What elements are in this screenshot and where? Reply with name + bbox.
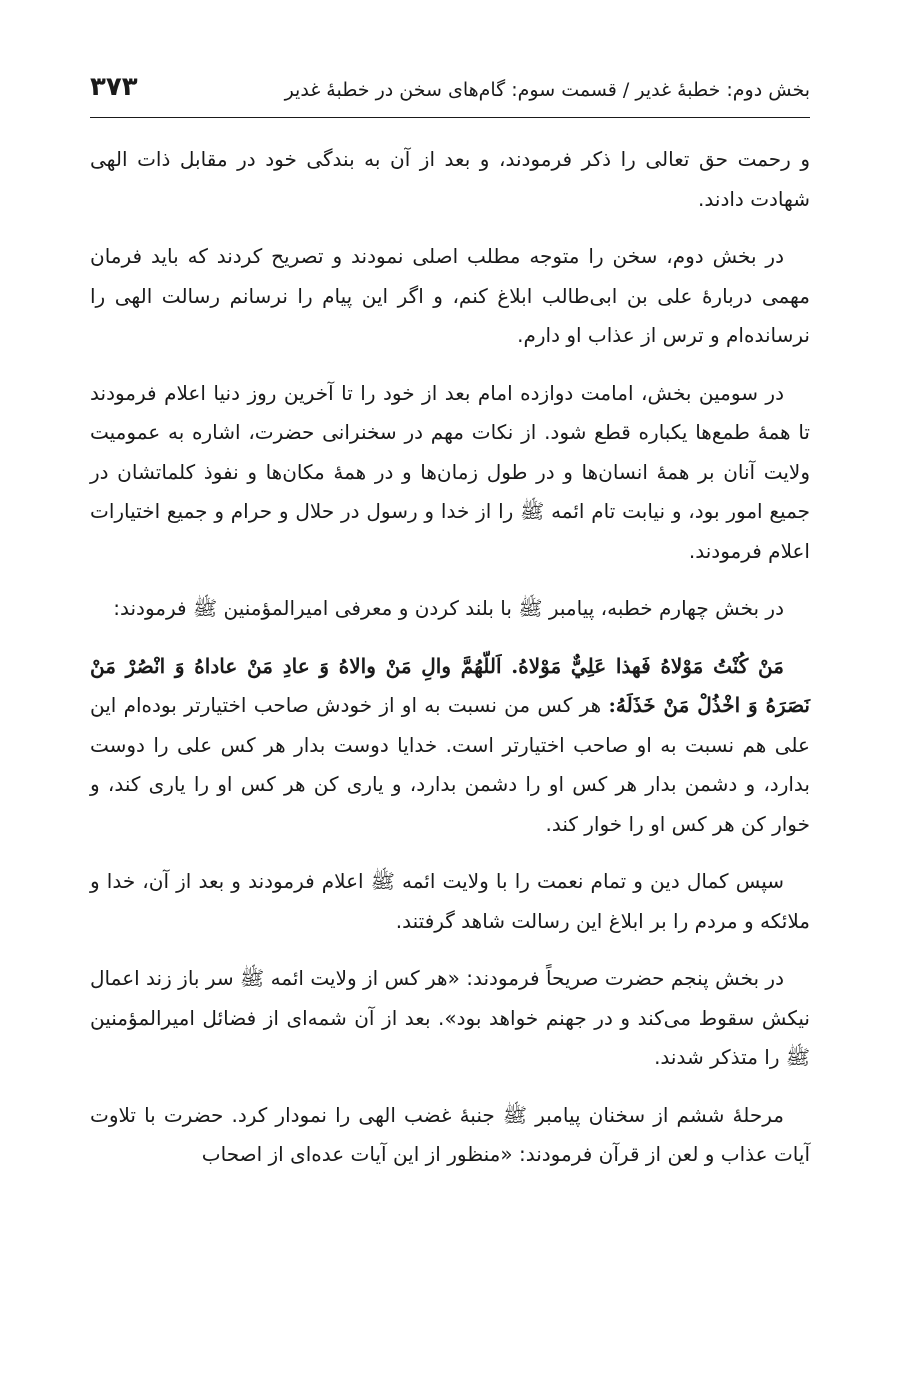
header-divider (90, 117, 810, 118)
paragraph-5-hadith (90, 647, 810, 845)
paragraph-6: سپس کمال دین و تمام نعمت را با ولایت ائمه ﷺ اعلام فرمودند و بعد از آن، خدا و ملائکه و مردم را بر ابلاغ این رسالت شاهد گرفتند. (90, 869, 810, 933)
page-header (90, 70, 810, 116)
paragraph-2: در بخش دوم، سخن را متوجه مطلب اصلی نمودند و تصریح کردند که باید فرمان مهمی دربارهٔ علی بن ابی‌طالب ابلاغ کنم، و اگر این پیام را نرسانم رسالت الهی را نرسانده‌ام و ترس از عذاب او دارم. (90, 244, 810, 347)
paragraph-7: در بخش پنجم حضرت صریحاً فرمودند: «هر کس از ولایت ائمه ﷺ سر باز زند اعمال نیکش سقوط می‌کند و در جهنم خواهد بود». بعد از آن شمه‌ای از فضائل امیرالمؤمنین ﷺ را متذکر شدند. (90, 966, 810, 1069)
paragraph-8: مرحلهٔ ششم از سخنان پیامبر ﷺ جنبهٔ غضب الهی را نمودار کرد. حضرت با تلاوت آیات عذاب و لعن از قرآن فرمودند: «منظور از این آیات عده‌ای از اصحاب (90, 1102, 810, 1166)
page-number: ۳۷۳ (90, 72, 138, 102)
paragraph-3: در سومین بخش، امامت دوازده امام بعد از خود را تا آخرین روز دنیا اعلام فرمودند تا همهٔ طمع‌ها یکباره قطع شود. از نکات مهم در سخنرانی حضرت، اشاره به عمومیت ولایت آنان بر همهٔ انسان‌ها و در طول زمان‌ها و در همهٔ مکان‌ها و نفوذ کلماتشان در جمیع امور بود، و نیابت تام ائمه ﷺ را از خدا و رسول در حلال و حرام و جمیع اختیارات اعلام فرمودند. (90, 380, 810, 563)
paragraph-1: و رحمت حق تعالی را ذکر فرمودند، و بعد از آن به بندگی خود در مقابل ذات الهی شهادت دادند. (90, 147, 810, 211)
running-header-title: بخش دوم: خطبهٔ غدیر / قسمت سوم: گام‌های سخن در خطبهٔ غدیر (284, 79, 810, 101)
body-text (90, 140, 810, 1193)
paragraph-4: در بخش چهارم خطبه، پیامبر ﷺ با بلند کردن و معرفی امیرالمؤمنین ﷺ فرمودند: (113, 596, 784, 620)
arabic-quote: مَنْ كُنْتُ مَوْلاهُ فَهذا عَلِيٌّ مَوْلاهُ. اَللّهُمَّ والِ مَنْ والاهُ وَ عادِ مَنْ عاداهُ وَ انْصُرْ مَنْ نَصَرَهُ وَ اخْذُلْ مَنْ خَذَلَهُ: (90, 653, 810, 717)
hadith-translation: هر کس من نسبت به او از خودش صاحب اختیارتر بوده‌ام این علی هم نسبت به او صاحب اختیارتر است. خدایا دوست بدار هر کس علی را دوست بدارد، و دشمن بدار هر کس او را دشمن بدارد، و یاری کن هر کس او را یاری کند، و خوار کن هر کس او را خوار کند. (90, 693, 810, 836)
